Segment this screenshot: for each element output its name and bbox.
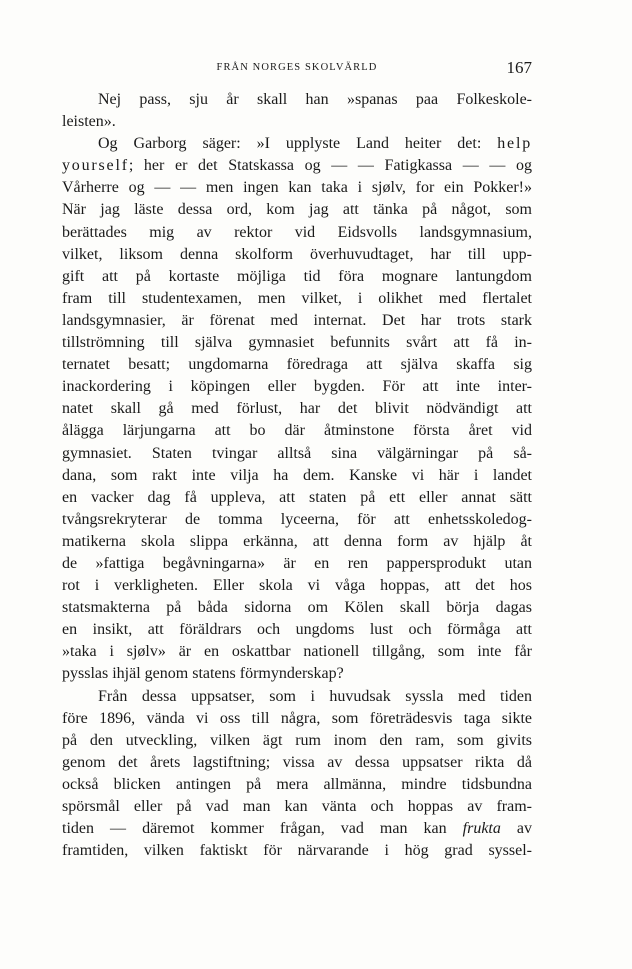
text-line: på den utveckling, vilken ägt rum inom den ram, som givits (62, 731, 532, 749)
text-line: ternatet besatt; ungdomarna föredraga att själva skaffa sig (62, 356, 532, 374)
text-line: före 1896, vända vi oss till några, som företrädesvis taga sikte (62, 709, 532, 727)
text-line: vilket, liksom denna skolform överhuvudtaget, har till upp- (62, 245, 532, 263)
italic-text: frukta (462, 820, 501, 838)
text-line: fram till studentexamen, men vilket, i olikhet med flertalet (62, 289, 532, 307)
text-line: landsgymnasier, är förenat med internat. Det har trots stark (62, 311, 532, 329)
text-line: ålägga lärjungarna att bo där åtminstone första året vid (62, 422, 532, 440)
text-line: spörsmål eller på vad man kan vänta och hoppas av fram- (62, 798, 532, 815)
text-line: Vårherre og — — men ingen kan taka i sjølv, for ein Pokker!» (62, 179, 532, 197)
text-line: också blicken antingen på mera allmänna, mindre tidsbundna (62, 775, 532, 793)
text-line: Från dessa uppsatser, som i huvudsak syssla med tiden (98, 687, 532, 705)
text-line (62, 133, 532, 155)
text-line: genom det årets lagstiftning; vissa av dessa uppsatser rikta då (62, 753, 532, 771)
text-line: pysslas ihjäl genom statens förmynderskap? (62, 665, 344, 683)
text-line: dana, som rakt inte vilja ha dem. Kanske vi här i landet (62, 466, 532, 484)
text-line: en insikt, att föräldrars och ungdoms lust och förmåga att (62, 621, 532, 639)
text-line: gift att på kortaste möjliga tid föra mognare lantungdom (62, 267, 532, 285)
text-segment: Og Garborg säger: »I upplyste Land heiter det: (98, 135, 498, 153)
text-line: framtiden, vilken faktiskt för närvarande i hög grad syssel- (62, 842, 532, 860)
text-line (62, 155, 532, 177)
page-header (62, 58, 532, 78)
text-line: När jag läste dessa ord, kom jag att tänka på något, som (62, 201, 532, 219)
text-line: en vacker dag få uppleva, att staten på ett eller annat sätt (62, 488, 532, 506)
text-segment: ; her er det Statskassa og — — Fatigkassa — — og (128, 157, 532, 175)
text-line: berättades mig av rektor vid Eidsvolls landsgymnasium, (62, 223, 532, 241)
text-line: »taka i sjølv» är en oskattbar nationell tillgång, som inte får (62, 643, 532, 661)
page-number: 167 (506, 58, 532, 77)
text-line: gymnasiet. Staten tvingar alltså sina välgärningar på så- (62, 444, 532, 462)
spaced-text: yourself (62, 157, 129, 175)
text-line: tillströmning till själva gymnasiet befunnits svårt att få in- (62, 334, 532, 352)
text-line: de »fattiga begåvningarna» är en ren pappersprodukt utan (62, 554, 532, 572)
text-line: natet skall gå med förlust, har det blivit nödvändigt att (62, 400, 532, 418)
running-head: FRÅN NORGES SKOLVÄRLD (216, 62, 378, 73)
text-line: statsmakterna på båda sidorna om Kölen skall börja dagas (62, 599, 532, 617)
text-line: Nej pass, sju år skall han »spanas paa Folkeskole- (98, 91, 532, 108)
text-line: rot i verkligheten. Eller skola vi våga hoppas, att det hos (62, 577, 532, 595)
spaced-text: help (497, 135, 532, 153)
text-segment: av (500, 820, 532, 838)
text-line: leisten». (62, 113, 116, 131)
text-line (62, 818, 532, 840)
body-text (62, 89, 532, 862)
text-line: inackordering i köpingen eller bygden. För att inte inter- (62, 378, 532, 396)
text-line: tvångsrekryterar de tomma lyceerna, för att enhetsskoledog- (62, 510, 532, 528)
text-line: matikerna skola slippa erkänna, att denna form av hjälp åt (62, 532, 532, 550)
text-segment: tiden — däremot kommer frågan, vad man kan (62, 820, 463, 838)
